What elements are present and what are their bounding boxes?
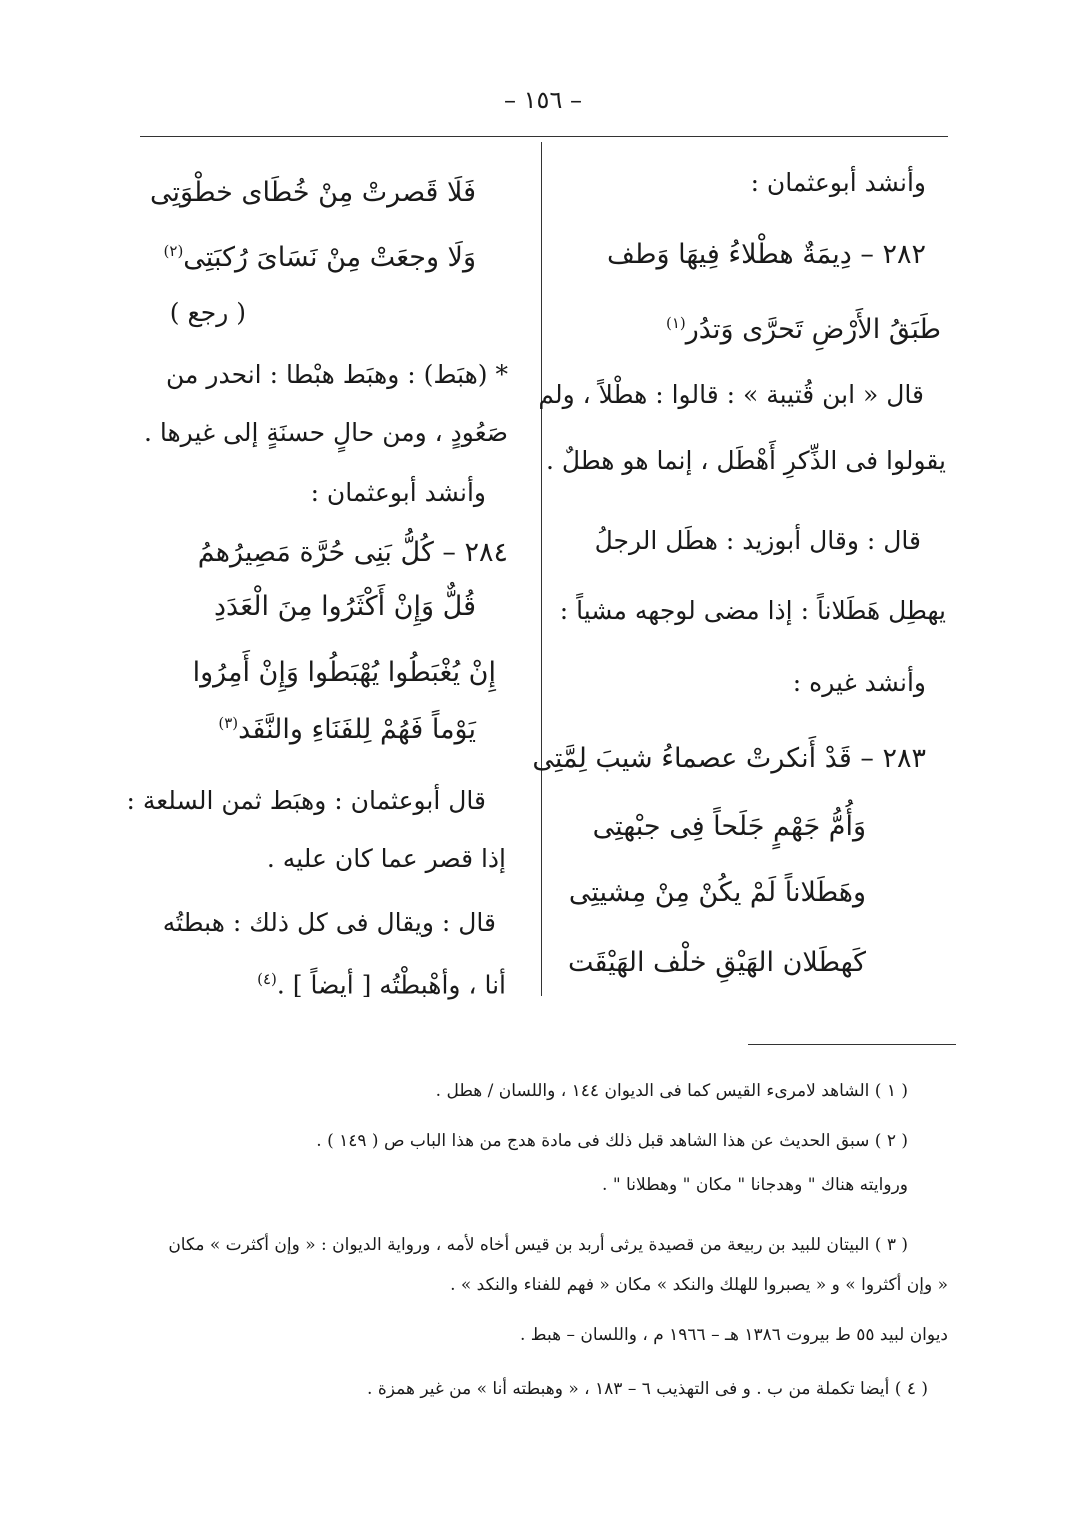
footnote-3-line-3: ديوان لبيد ٥٥ ط بيروت ١٣٨٦ هـ – ١٩٦٦ م ، واللسان – هبط . bbox=[520, 1325, 948, 1345]
left-paragraph-1-line-2: صَعُودٍ ، ومن حالٍ حسنَةٍ إلى غيرها . bbox=[143, 418, 508, 447]
verse-284-line-2: قُلٌّ وَإِنْ أَكْثَرُوا مِنَ الْعَدَدِ bbox=[214, 591, 476, 622]
footnote-4: ( ٤ ) أيضا تكملة من ب . و فى التهذيب ٦ – ١٨٣ ، « وهبطته أنا » من غير همزة . bbox=[367, 1379, 928, 1399]
left-paragraph-3-line-1: قال : ويقال فى كل ذلك : هبطتُه bbox=[162, 908, 496, 937]
left-verse-line-2 bbox=[164, 234, 476, 275]
verse-283-line-3: وهَطَلاناً لَمْ يكُنْ مِنْ مِشيتِى bbox=[568, 877, 866, 908]
verse-283-line-4: كَهطَلان الهَيْقِ خلْف الهَيْقَت bbox=[567, 947, 866, 978]
left-verse-line-2-text: وَلَا وجعَتْ مِنْ نَسَاىَ رُكبَتِى bbox=[183, 242, 476, 273]
verse-284-line-1: ٢٨٤ – كُلُّ بَنِى حُرَّة مَصِيرُهمُ bbox=[197, 537, 508, 568]
footnote-mark-4: (٤) bbox=[257, 970, 277, 988]
footnote-3-line-1: ( ٣ ) البيتان للبيد بن ربيعة من قصيدة يرثى أربد بن قيس أخاه لأمه ، ورواية الديوان : « وإن أكثرت » مكان bbox=[168, 1235, 908, 1255]
right-intro-2: وأنشد غيره : bbox=[792, 668, 926, 697]
verse-283-line-1: ٢٨٣ – قَدْ أَنكرتْ عصماءُ شيبَ لِمَّتِى bbox=[532, 743, 926, 774]
right-paragraph-2-line-2: يهطِل هَطَلاناً : إذا مضى لوجهه مشياً : bbox=[559, 596, 946, 625]
footnote-1: ( ١ ) الشاهد لامرىء القيس كما فى الديوان ١٤٤ ، واللسان / هطل . bbox=[435, 1081, 908, 1101]
left-intro: وأنشد أبوعثمان : bbox=[310, 478, 486, 507]
verse-284-line-4-text: يَوْماً فَهُمْ لِلفَنَاءِ والنَّفَد bbox=[238, 714, 476, 745]
top-rule bbox=[140, 136, 948, 137]
footnote-2-line-1: ( ٢ ) سبق الحديث عن هذا الشاهد قبل ذلك فى مادة هدج من هذا الباب ص ( ١٤٩ ) . bbox=[316, 1131, 908, 1151]
footnote-mark-3: (٣) bbox=[218, 714, 239, 732]
footnote-mark-2: (٢) bbox=[163, 242, 184, 260]
verse-284-line-4 bbox=[218, 706, 476, 747]
section-heading-return: ( رجع ) bbox=[169, 298, 246, 327]
verse-282-line-2 bbox=[666, 306, 941, 347]
right-paragraph-1-line-1: قال « ابن قُتيبة » : قالوا : هطْلاً ، ولم bbox=[538, 380, 924, 409]
verse-284-line-3: إِنْ يُغْبَطُوا يُهْبَطُوا وَإِنْ أَمِرُوا bbox=[192, 657, 496, 688]
verse-283-line-2: وَأُمُّ جَهْمٍ جَلَحاً فِى جبْهتِى bbox=[592, 811, 866, 842]
verse-282-line-2-text: طَبَقُ الأَرْضِ تَحرَّى وَتدُر bbox=[685, 314, 941, 345]
page-number: – ١٥٦ – bbox=[504, 86, 582, 114]
right-paragraph-2-line-1: قال : وقال أبوزيد : هطَل الرجلُ bbox=[594, 526, 921, 555]
verse-282-line-1: ٢٨٢ – دِيمَةٌ هطْلاءُ فِيهَا وَطف bbox=[607, 239, 926, 270]
footnote-2-line-2: وروايته هناك " وهدجانا " مكان " وهطلانا " . bbox=[602, 1175, 908, 1195]
footnote-mark-1: (١) bbox=[665, 314, 686, 332]
left-paragraph-2-line-1: قال أبوعثمان : وهبَط ثمن السلعة : bbox=[126, 786, 486, 815]
right-paragraph-1-line-2: يقولوا فى الذِّكرِ أَهْطَل ، إنما هو هطلٌ . bbox=[545, 446, 946, 475]
left-paragraph-2-line-2: إذا قصر عما كان عليه . bbox=[266, 844, 506, 873]
left-paragraph-3-line-2 bbox=[257, 962, 506, 1002]
footnote-3-line-2: « وإن أكثروا » و « يصبروا للهلك والنكد » مكان « فهم للفناء والنكد » . bbox=[450, 1275, 948, 1295]
right-intro: وأنشد أبوعثمان : bbox=[750, 168, 926, 197]
column-divider bbox=[541, 142, 542, 996]
left-paragraph-1-line-1: * (هبَط) : وهبَط هبْطا : انحدر من bbox=[166, 360, 508, 389]
left-verse-line-1: فَلَا قَصرتْ مِنْ خُطَاى خطْوَتِى bbox=[149, 177, 476, 208]
footnote-rule bbox=[748, 1044, 956, 1045]
left-paragraph-3-line-2-text: أنا ، وأهْبطْتُه [ أيضاً ] . bbox=[276, 970, 506, 1000]
